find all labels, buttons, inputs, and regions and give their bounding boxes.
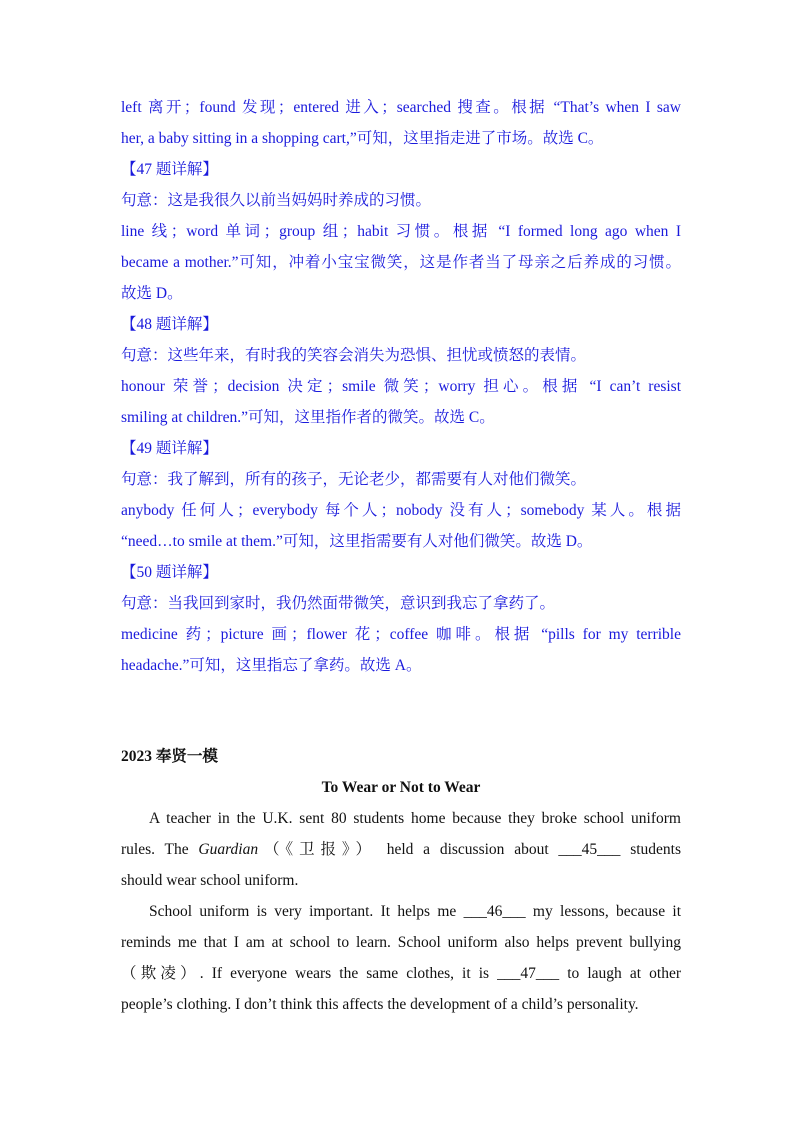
passage-line: reminds me that I am at school to learn. School uniform also helps prevent bullying — [121, 934, 681, 951]
explanation-line: medicine 药；picture 画；flower 花；coffee 咖啡。根据 “pills for my terrible — [121, 626, 681, 643]
explanation-line: her, a baby sitting in a shopping cart,”可知，这里指走进了市场。故选 C。 — [121, 130, 604, 147]
newspaper-name: Guardian — [198, 841, 259, 858]
passage-line: people’s clothing. I don’t think this affects the development of a child’s personality. — [121, 996, 639, 1013]
explanation-line: 句意：这是我很久以前当妈妈时养成的习惯。 — [121, 192, 432, 209]
passage-line: School uniform is very important. It helps me ___46___ my lessons, because it — [149, 903, 681, 920]
explanation-line: became a mother.”可知，冲着小宝宝微笑，这是作者当了母亲之后养成的习惯。 — [121, 254, 681, 271]
explanation-line: honour 荣誉；decision 决定；smile 微笑；worry 担心。根据 “I can’t resist — [121, 378, 681, 395]
explanation-line: left 离开；found 发现；entered 进入；searched 搜查。根据 “That’s when I saw — [121, 99, 681, 116]
passage-line — [121, 840, 681, 860]
explanation-line: 故选 D。 — [121, 285, 183, 302]
explanation-line: line 线；word 单词；group 组；habit 习惯。根据 “I formed long ago when I — [121, 223, 681, 240]
explanation-line: 句意：我了解到，所有的孩子，无论老少，都需要有人对他们微笑。 — [121, 471, 587, 488]
question-50-heading: 【50 题详解】 — [121, 564, 218, 581]
question-49-heading: 【49 题详解】 — [121, 440, 218, 457]
explanation-line: 句意：当我回到家时，我仍然面带微笑，意识到我忘了拿药了。 — [121, 595, 556, 612]
explanation-line: anybody 任何人；everybody 每个人；nobody 没有人；somebody 某人。根据 — [121, 502, 681, 519]
passage-line: should wear school uniform. — [121, 872, 299, 889]
passage-title: To Wear or Not to Wear — [321, 779, 481, 796]
passage-line: A teacher in the U.K. sent 80 students home because they broke school uniform — [149, 810, 681, 827]
explanation-line: “need…to smile at them.”可知，这里指需要有人对他们微笑。故选 D。 — [121, 533, 593, 550]
explanation-line: headache.”可知，这里指忘了拿药。故选 A。 — [121, 657, 422, 674]
passage-line: （欺凌）. If everyone wears the same clothes, it is ___47___ to laugh at other — [121, 965, 681, 982]
section-heading: 2023 奉贤一模 — [121, 748, 218, 765]
question-47-heading: 【47 题详解】 — [121, 161, 218, 178]
explanation-line: smiling at children.”可知，这里指作者的微笑。故选 C。 — [121, 409, 495, 426]
question-48-heading: 【48 题详解】 — [121, 316, 218, 333]
passage-text: （《卫报》） held a discussion about ___45___ students — [258, 841, 681, 858]
passage-text: rules. The — [121, 841, 199, 858]
explanation-line: 句意：这些年来，有时我的笑容会消失为恐惧、担忧或愤怒的表情。 — [121, 347, 587, 364]
